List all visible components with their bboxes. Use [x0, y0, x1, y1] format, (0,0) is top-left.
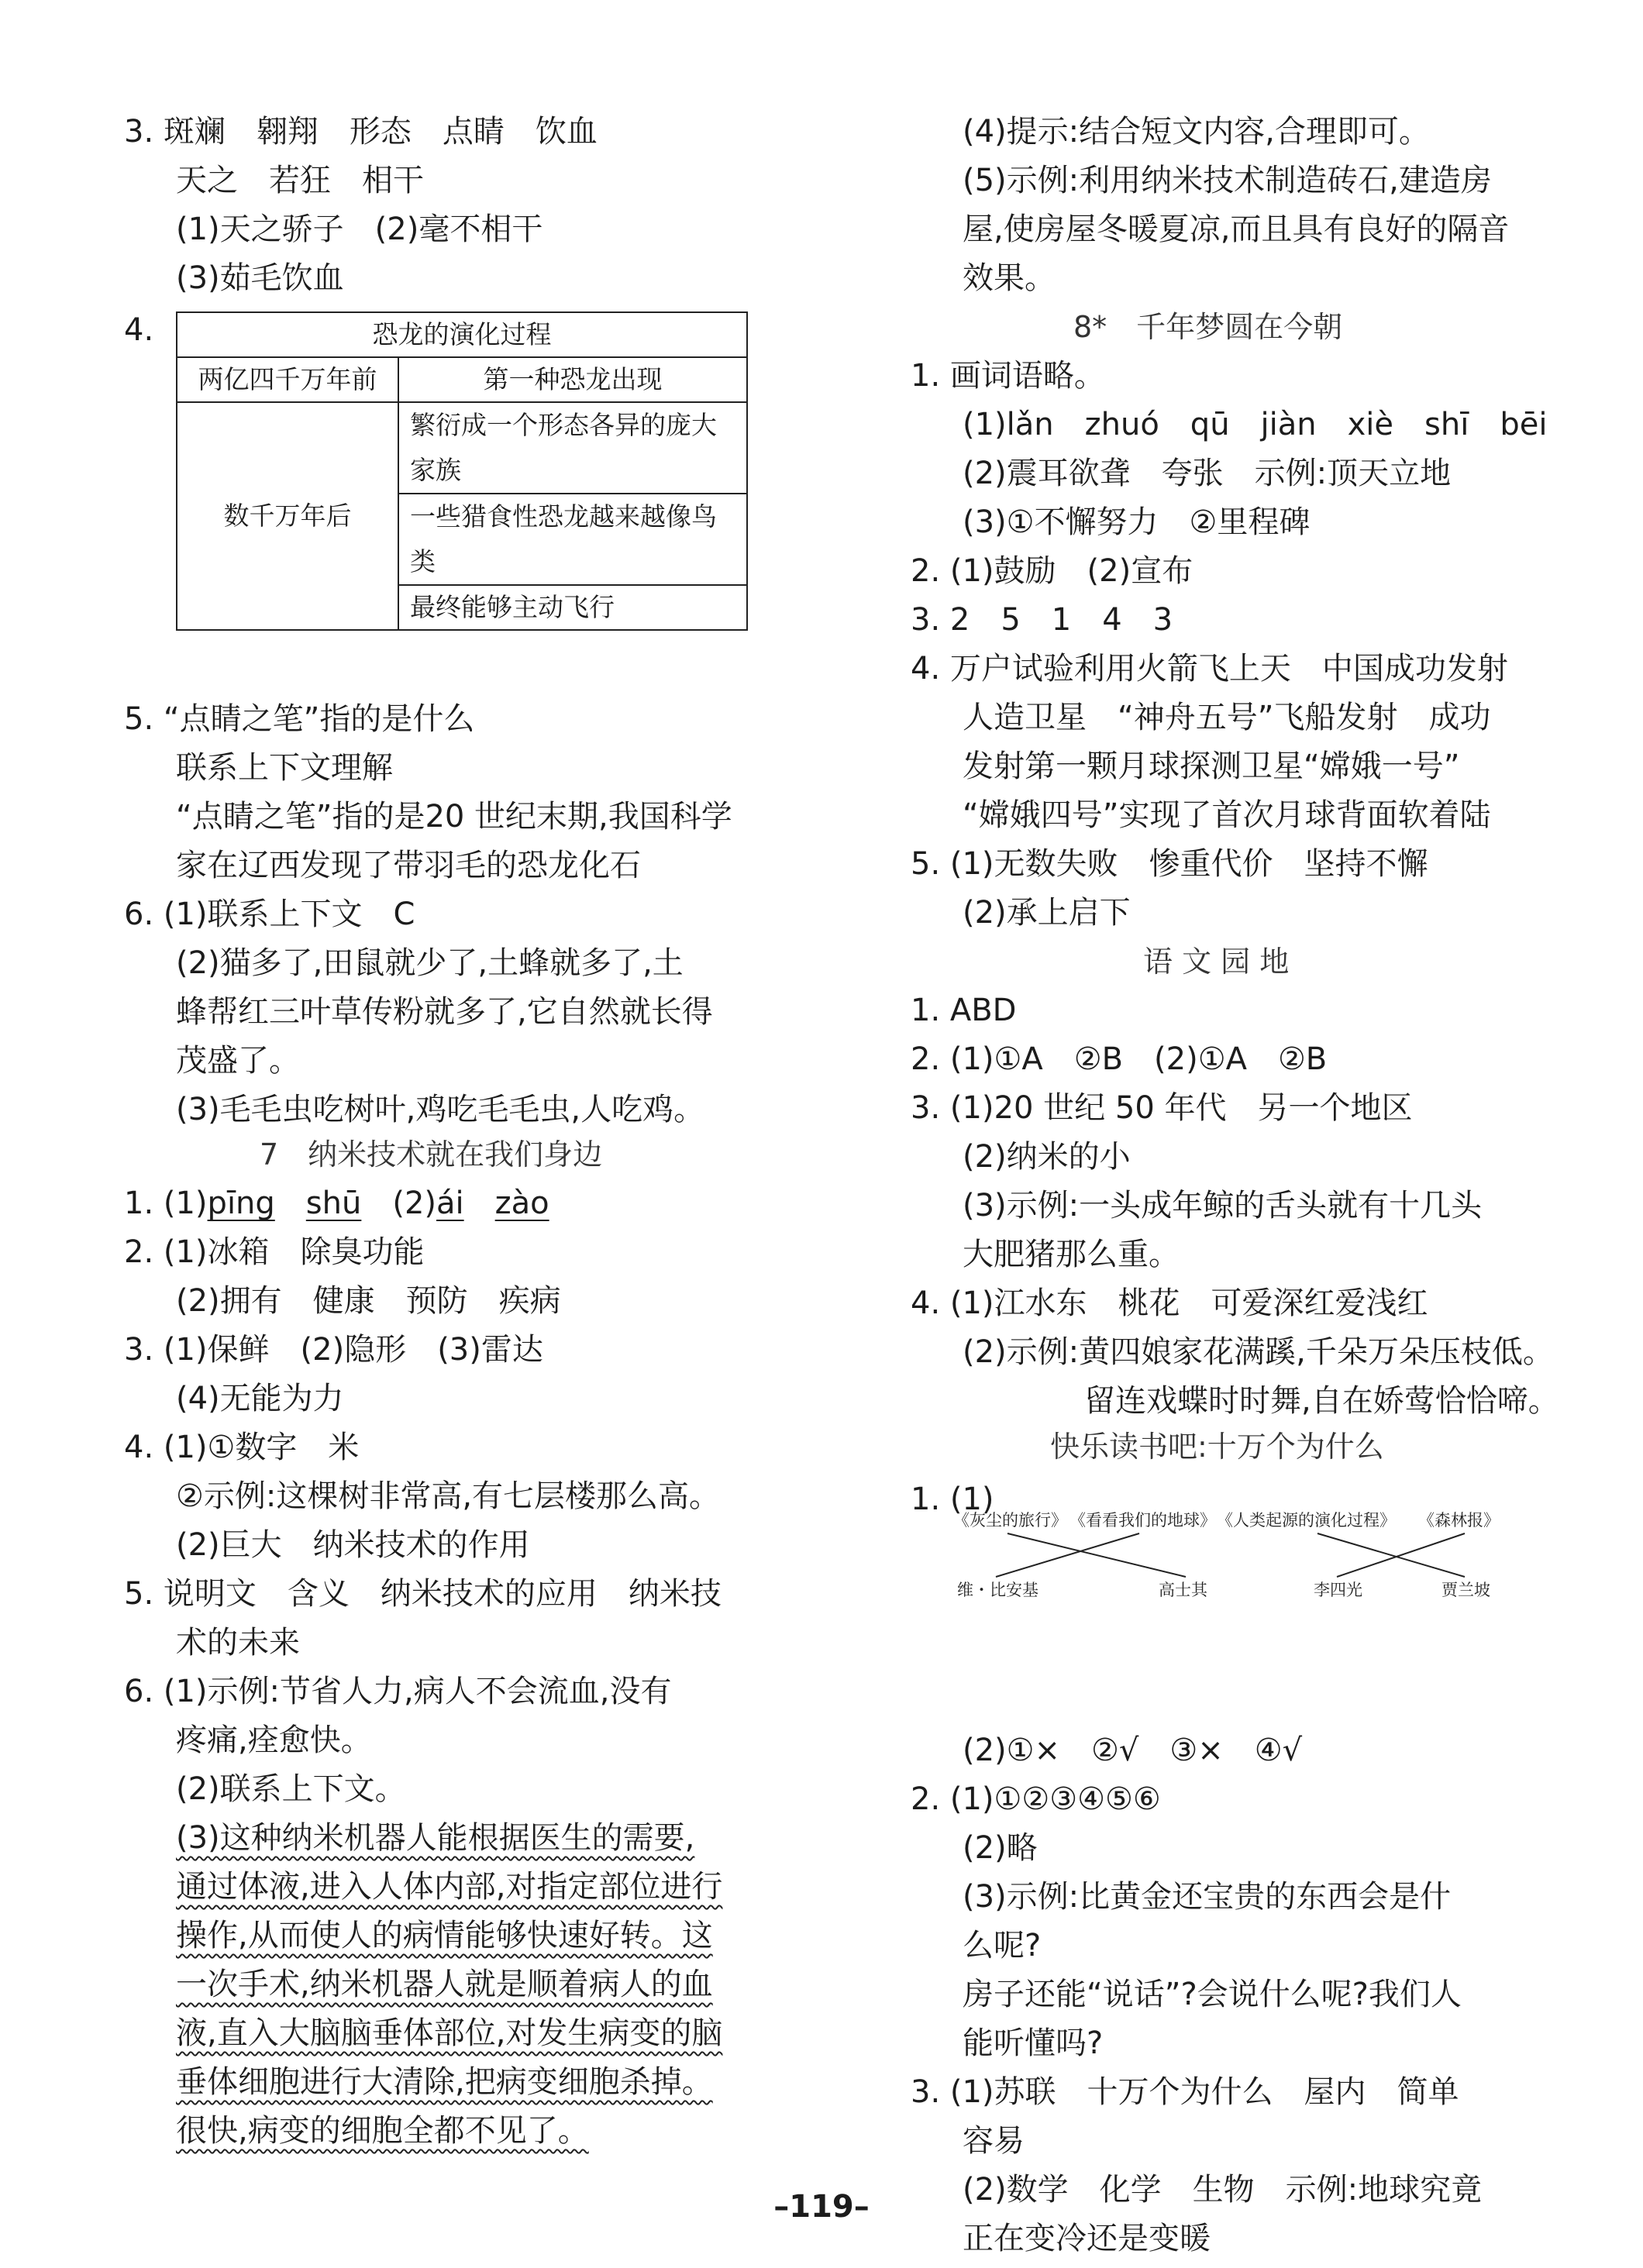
underlined-answer-line: 操作,从而使人的病情能够快速好转。这 [176, 1918, 713, 1953]
match-line [1337, 1533, 1465, 1577]
answer-line: 术的未来 [176, 1625, 300, 1661]
pinyin-answer: zào [494, 1186, 549, 1221]
author-name: 贾兰坡 [1442, 1581, 1490, 1599]
page-number: –119– [773, 2189, 870, 2225]
underlined-answer-line: 一次手术,纳米机器人就是顺着病人的血 [176, 1967, 713, 2002]
answer-line: (2)①× ②√ ③× ④√ [963, 1733, 1303, 1768]
answer-line: 5. (1)无数失败 惨重代价 坚持不懈 [911, 846, 1428, 882]
book-title: 《灰尘的旅行》 [953, 1511, 1067, 1530]
answer-line: 3. (1)20 世纪 50 年代 另一个地区 [911, 1090, 1413, 1126]
answer-line: 5. 说明文 含义 纳米技术的应用 纳米技 [124, 1576, 722, 1612]
answer-line: 3. 2 5 1 4 3 [911, 602, 1173, 638]
underlined-answer-line: 液,直入大脑脑垂体部位,对发生病变的脑 [176, 2015, 723, 2051]
answer-line: 6. (1)联系上下文 C [124, 897, 415, 932]
answer-line: (2)略 [963, 1830, 1038, 1866]
book-title: 《看看我们的地球》 [1070, 1511, 1216, 1530]
answer-line: ②示例:这棵树非常高,有七层楼那么高。 [176, 1478, 721, 1514]
table-cell: 两亿四千万年前 [177, 357, 398, 402]
answer-line: 发射第一颗月球探测卫星“嫦娥一号” [963, 749, 1460, 784]
underlined-answer-line: 通过体液,进入人体内部,对指定部位进行 [176, 1869, 723, 1905]
answer-line: 2. (1)鼓励 (2)宣布 [911, 553, 1194, 589]
author-name: 李四光 [1314, 1581, 1362, 1599]
underlined-answer-line: 很快,病变的细胞全都不见了。 [176, 2113, 589, 2149]
answer-line: 4. 万户试验利用火箭飞上天 中国成功发射 [911, 651, 1508, 687]
answer-line: 3. (1)保鲜 (2)隐形 (3)雷达 [124, 1332, 543, 1368]
pinyin-answer: shū [305, 1186, 362, 1221]
answer-line: 正在变冷还是变暖 [963, 2221, 1211, 2256]
answer-line: 4. (1)①数字 米 [124, 1430, 360, 1465]
book-title: 《人类起源的演化过程》 [1217, 1511, 1396, 1530]
dinosaur-evolution-table [176, 311, 748, 631]
answer-line: (3)示例:一头成年鲸的舌头就有十几头 [963, 1188, 1483, 1223]
table-cell: 繁衍成一个形态各异的庞大家族 [398, 402, 747, 494]
question-number: 4. [124, 312, 154, 348]
answer-line: 蜂帮红三叶草传粉就多了,它自然就长得 [176, 994, 713, 1030]
answer-prefix: 1. (1) [124, 1186, 208, 1221]
answer-line: “嫦娥四号”实现了首次月球背面软着陆 [963, 797, 1491, 833]
table-cell: 最终能够主动飞行 [398, 585, 747, 630]
answer-line: 天之 若狂 相干 [176, 163, 424, 198]
answer-line: 能听懂吗? [963, 2025, 1104, 2061]
answer-line: (1)天之骄子 (2)毫不相干 [176, 212, 543, 247]
answer-line: 6. (1)示例:节省人力,病人不会流血,没有 [124, 1674, 672, 1709]
pinyin-answer: pīng [207, 1186, 275, 1221]
answer-line: (3)茹毛饮血 [176, 260, 344, 296]
match-line [1318, 1533, 1465, 1577]
pinyin-answer: ái [436, 1186, 464, 1221]
book-author-matching [953, 1499, 1542, 1600]
answer-line: (3)①不懈努力 ②里程碑 [963, 504, 1311, 540]
answer-line: (2)震耳欲聋 夸张 示例:顶天立地 [963, 456, 1452, 491]
answer-line: (4)提示:结合短文内容,合理即可。 [963, 114, 1430, 150]
underlined-answer-line: 垂体细胞进行大清除,把病变细胞杀掉。 [176, 2064, 713, 2100]
answer-line: (1)lǎn zhuó qū jiàn xiè shī bēi [963, 407, 1548, 442]
answer-line: (2)巨大 纳米技术的作用 [176, 1527, 530, 1563]
answer-line: 4. (1)江水东 桃花 可爱深红爱浅红 [911, 1285, 1428, 1321]
answer-line: (2)联系上下文。 [176, 1771, 406, 1807]
table-cell: 第一种恐龙出现 [398, 357, 747, 402]
section-title: 快乐读书吧:十万个为什么 [1050, 1430, 1384, 1464]
author-name: 维・比安基 [957, 1581, 1038, 1599]
answer-line: (5)示例:利用纳米技术制造砖石,建造房 [963, 163, 1492, 198]
answer-line: 么呢? [963, 1928, 1042, 1963]
answer-line: 留连戏蝶时时舞,自在娇莺恰恰啼。 [1084, 1383, 1559, 1419]
answer-line: 1. ABD [911, 993, 1017, 1028]
match-line [996, 1533, 1139, 1577]
answer-line: (3)示例:比黄金还宝贵的东西会是什 [963, 1879, 1452, 1915]
section-title: 8* 千年梦圆在今朝 [1073, 310, 1343, 344]
table-cell: 一些猎食性恐龙越来越像鸟类 [398, 494, 747, 585]
section-title: 7 纳米技术就在我们身边 [260, 1137, 603, 1172]
table-header: 恐龙的演化过程 [177, 312, 747, 357]
answer-line: 3. (1)苏联 十万个为什么 屋内 简单 [911, 2074, 1459, 2110]
answer-line: (4)无能为力 [176, 1381, 344, 1416]
table-cell: 数千万年后 [177, 402, 398, 630]
match-line [1008, 1533, 1186, 1577]
answer-line: 房子还能“说话”?会说什么呢?我们人 [963, 1977, 1462, 2012]
answer-line: 3. 斑斓 翱翔 形态 点睛 饮血 [124, 114, 598, 150]
answer-line: 2. (1)①②③④⑤⑥ [911, 1781, 1161, 1817]
answer-line: 效果。 [963, 260, 1056, 296]
answer-line: 2. (1)冰箱 除臭功能 [124, 1234, 425, 1270]
answer-line: (2)示例:黄四娘家花满蹊,千朵万朵压枝低。 [963, 1334, 1554, 1370]
answer-line: (2)拥有 健康 预防 疾病 [176, 1283, 561, 1319]
answer-line: 疼痛,痊愈快。 [176, 1723, 372, 1758]
answer-line: 屋,使房屋冬暖夏凉,而且具有良好的隔音 [963, 212, 1510, 247]
answer-line: (2)猫多了,田鼠就少了,土蜂就多了,土 [176, 945, 684, 981]
answer-prefix: (2) [392, 1186, 437, 1221]
answer-line: “点睛之笔”指的是20 世纪末期,我国科学 [176, 799, 732, 835]
book-title: 《森林报》 [1418, 1511, 1500, 1530]
answer-line: 人造卫星 “神舟五号”飞船发射 成功 [963, 700, 1491, 735]
answer-line: 家在辽西发现了带羽毛的恐龙化石 [176, 848, 641, 883]
answer-line: 大肥猪那么重。 [963, 1237, 1180, 1272]
answer-line [124, 1180, 549, 1227]
answer-line: (3)毛毛虫吃树叶,鸡吃毛毛虫,人吃鸡。 [176, 1092, 705, 1127]
underlined-answer-line: (3)这种纳米机器人能根据医生的需要, [176, 1820, 695, 1856]
answer-line: (2)纳米的小 [963, 1139, 1131, 1175]
answer-line: 1. (1) [911, 1482, 994, 1517]
section-title: 语 文 园 地 [1143, 945, 1290, 979]
answer-line: 5. “点睛之笔”指的是什么 [124, 701, 475, 737]
answer-line: 容易 [963, 2123, 1025, 2159]
answer-line: 茂盛了。 [176, 1043, 300, 1079]
answer-line: 联系上下文理解 [176, 750, 393, 786]
answer-line: 1. 画词语略。 [911, 358, 1105, 394]
answer-line: (2)数学 化学 生物 示例:地球究竟 [963, 2172, 1483, 2208]
answer-line: (2)承上启下 [963, 895, 1131, 931]
answer-line: 2. (1)①A ②B (2)①A ②B [911, 1041, 1328, 1077]
author-name: 高士其 [1159, 1581, 1207, 1599]
